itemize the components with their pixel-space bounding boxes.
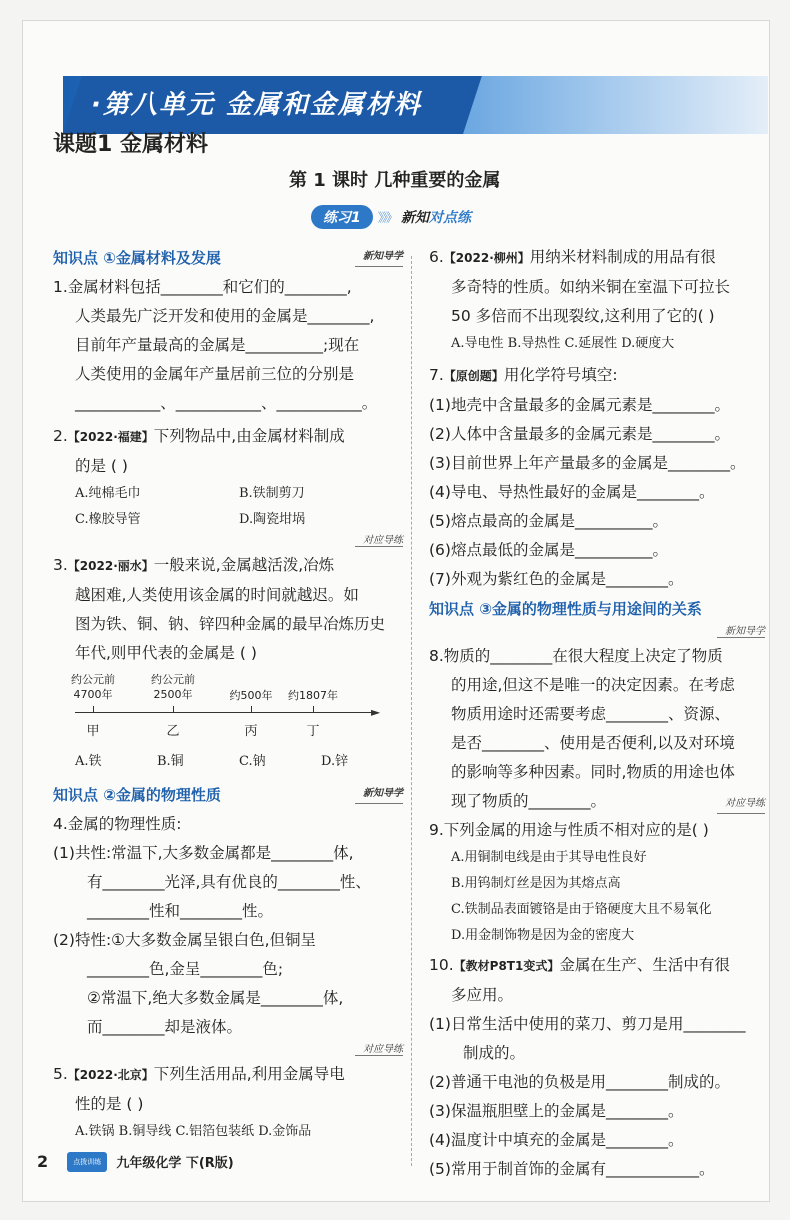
timeline-label: 丁 <box>306 724 320 739</box>
q2-options-row <box>53 507 403 533</box>
timeline-date: 约公元前 2500年 <box>151 673 195 701</box>
q10-number: 10. <box>429 956 454 974</box>
question-10 <box>429 951 765 1184</box>
kp2-title: 知识点 ②金属的物理性质 <box>53 786 221 804</box>
match-guide-label: 对应导练 <box>355 1044 403 1056</box>
question-3 <box>53 551 403 776</box>
arrows-icon: 》》》 <box>377 210 396 225</box>
period-title: 第 1 课时 几种重要的金属 <box>289 170 501 191</box>
q3-text: 一般来说,金属越活泼,冶炼 <box>153 556 335 574</box>
q7-line: (6)熔点最低的金属是__________。 <box>429 541 668 559</box>
q5-tail: 性的是 ( ) <box>75 1095 144 1113</box>
q8-line: 8.物质的________在很大程度上决定了物质 <box>429 647 723 665</box>
q6-number: 6. <box>429 248 444 266</box>
q4-line: 有________光泽,具有优良的________性、 <box>87 873 371 891</box>
knowledge-point-3 <box>429 594 765 624</box>
q7-line: (7)外观为紫红色的金属是________。 <box>429 570 684 588</box>
publisher-logo: 点拨训练 <box>67 1152 107 1172</box>
q6-source: 【2022·柳州】 <box>443 251 530 265</box>
q10-line: (4)温度计中填充的金属是________。 <box>429 1131 684 1149</box>
question-6 <box>429 243 765 357</box>
q7-line: (5)熔点最高的金属是__________。 <box>429 512 668 530</box>
q7-line: (2)人体中含量最多的金属元素是________。 <box>429 425 730 443</box>
kp1-title: 知识点 ①金属材料及发展 <box>53 249 221 267</box>
q1-line: 1.金属材料包括________和它们的________, <box>53 278 352 296</box>
q1-line: 人类最先广泛开发和使用的金属是________, <box>75 307 375 325</box>
match-guide-label: 对应导练 <box>717 795 765 814</box>
q4-line: ________性和________性。 <box>87 902 274 920</box>
q7-stem <box>429 361 765 391</box>
q5-number: 5. <box>53 1065 68 1083</box>
q7-number: 7. <box>429 366 444 384</box>
lesson-title: 课题1 金属材料 <box>53 132 208 157</box>
practice-sub-a: 新知 <box>400 210 429 226</box>
q7-text: 用化学符号填空: <box>503 366 618 384</box>
q3-option-d: D.锌 <box>321 754 349 769</box>
arrow-right-icon: ► <box>371 705 381 719</box>
q1-line: 人类使用的金属年产量居前三位的分别是 <box>75 365 355 383</box>
q4-line: ②常温下,绝大多数金属是________体, <box>87 989 344 1007</box>
q10-line: (3)保温瓶胆壁上的金属是________。 <box>429 1102 684 1120</box>
question-5 <box>53 1060 403 1145</box>
q3-options-row <box>53 748 403 776</box>
timeline-date: 约500年 <box>229 689 273 702</box>
q10-line: (1)日常生活中使用的菜刀、剪刀是用________ <box>429 1015 746 1033</box>
practice-subtitle <box>401 210 471 226</box>
q10-line: 制成的。 <box>463 1044 526 1062</box>
q9-option-a: A.用铜制电线是由于其导电性良好 <box>451 850 647 865</box>
q7-line: (1)地壳中含量最多的金属元素是________。 <box>429 396 730 414</box>
q2-options-row <box>53 481 403 507</box>
q6-line: 多奇特的性质。如纳米铜在室温下可拉长 <box>451 278 731 296</box>
timeline-axis <box>75 712 375 713</box>
left-column <box>53 243 403 1145</box>
q2-option-c: C.橡胶导管 <box>75 512 141 527</box>
match-guide-row <box>53 533 403 551</box>
question-9 <box>429 816 765 949</box>
q4-line: (2)特性:①大多数金属呈银白色,但铜呈 <box>53 931 317 949</box>
q3-source: 【2022·丽水】 <box>67 559 154 573</box>
q6-options: A.导电性 B.导热性 C.延展性 D.硬度大 <box>451 336 675 351</box>
q3-option-c: C.钠 <box>239 754 266 769</box>
timeline-label: 丙 <box>244 724 258 739</box>
q8-line: 的影响等多种因素。同时,物质的用途也体 <box>451 763 735 781</box>
question-4 <box>53 810 403 1060</box>
q8-line <box>429 787 765 816</box>
timeline-label: 甲 <box>86 724 100 739</box>
q2-text: 下列物品中,由金属材料制成 <box>153 427 345 445</box>
q1-line: 目前年产量最高的金属是__________;现在 <box>75 336 360 354</box>
book-title: 九年级化学 下(R版) <box>116 1156 234 1171</box>
practice-tag: 练习1 <box>311 205 373 229</box>
q3-line: 年代,则甲代表的金属是 ( ) <box>75 644 257 662</box>
practice-header <box>311 205 471 229</box>
q6-stem <box>429 243 765 273</box>
q10-line: 多应用。 <box>451 986 514 1004</box>
q8-last-text: 现了物质的________。 <box>451 792 607 810</box>
q5-options: A.铁锅 B.铜导线 C.铝箔包装纸 D.金饰品 <box>75 1124 312 1139</box>
q3-number: 3. <box>53 556 68 574</box>
q10-source: 【教材P8T1变式】 <box>453 959 560 973</box>
timeline-tick <box>173 706 174 712</box>
new-guide-label: 新知导学 <box>355 785 403 804</box>
q7-source: 【原创题】 <box>443 369 504 383</box>
q4-line: (1)共性:常温下,大多数金属都是________体, <box>53 844 354 862</box>
q3-line: 越困难,人类使用该金属的时间就越迟。如 <box>75 586 359 604</box>
q9-stem: 9.下列金属的用途与性质不相对应的是( ) <box>429 821 709 839</box>
q7-line: (3)目前世界上年产量最多的金属是________。 <box>429 454 746 472</box>
q10-line: (5)常用于制首饰的金属有____________。 <box>429 1160 715 1178</box>
q2-option-a: A.纯棉毛巾 <box>75 486 141 501</box>
q6-line: 50 多倍而不出现裂纹,这利用了它的( ) <box>451 307 715 325</box>
q9-option-d: D.用金制饰物是因为金的密度大 <box>451 928 635 943</box>
smelting-timeline <box>71 672 395 744</box>
q4-line: 而________却是液体。 <box>87 1018 243 1036</box>
right-column <box>429 243 765 1184</box>
q10-line: (2)普通干电池的负极是用________制成的。 <box>429 1073 730 1091</box>
question-8 <box>429 642 765 816</box>
q2-tail: 的是 ( ) <box>75 457 128 475</box>
knowledge-point-1 <box>53 243 403 273</box>
q1-line: ___________、___________、___________。 <box>75 394 378 412</box>
match-guide-row <box>53 1042 403 1060</box>
q4-line: ________色,金呈________色; <box>87 960 284 978</box>
q9-option-c: C.铁制品表面镀铬是由于铬硬度大且不易氧化 <box>451 902 712 917</box>
q5-stem <box>53 1060 403 1090</box>
q2-source: 【2022·福建】 <box>67 430 154 444</box>
q8-line: 物质用途时还需要考虑________、资源、 <box>451 705 731 723</box>
knowledge-point-2 <box>53 780 403 810</box>
q7-line: (4)导电、导热性最好的金属是________。 <box>429 483 715 501</box>
q3-stem <box>53 551 403 581</box>
new-guide-label: 新知导学 <box>717 626 765 638</box>
q2-option-b: B.铁制剪刀 <box>239 486 305 501</box>
q3-line: 图为铁、铜、钠、锌四种金属的最早冶炼历史 <box>75 615 386 633</box>
q10-text: 金属在生产、生活中有很 <box>559 956 730 974</box>
q2-number: 2. <box>53 427 68 445</box>
new-guide-row <box>429 624 765 642</box>
q4-line: 4.金属的物理性质: <box>53 815 182 833</box>
timeline-tick <box>251 706 252 712</box>
page-footer <box>37 1151 234 1177</box>
q3-option-a: A.铁 <box>75 754 102 769</box>
q10-stem <box>429 951 765 981</box>
unit-title: ·第八单元 金属和金属材料 <box>91 90 422 120</box>
q8-line: 是否________、使用是否便利,以及对环境 <box>451 734 735 752</box>
timeline-tick <box>93 706 94 712</box>
timeline-label: 乙 <box>166 724 180 739</box>
new-guide-label: 新知导学 <box>355 248 403 267</box>
q3-option-b: B.铜 <box>157 754 184 769</box>
page-number: 2 <box>37 1152 49 1171</box>
question-2 <box>53 422 403 551</box>
question-1 <box>53 273 403 418</box>
q9-option-b: B.用钨制灯丝是因为其熔点高 <box>451 876 621 891</box>
match-guide-label: 对应导练 <box>355 535 403 547</box>
q6-text: 用纳米材料制成的用品有很 <box>529 248 716 266</box>
timeline-date: 约公元前 4700年 <box>71 673 115 701</box>
q2-stem <box>53 422 403 452</box>
timeline-tick <box>313 706 314 712</box>
practice-sub-b: 对点练 <box>428 210 471 226</box>
q5-source: 【2022·北京】 <box>67 1068 154 1082</box>
unit-banner <box>63 76 768 134</box>
textbook-page <box>22 20 770 1202</box>
kp3-title: 知识点 ③金属的物理性质与用途间的关系 <box>429 600 702 618</box>
q5-text: 下列生活用品,利用金属导电 <box>153 1065 345 1083</box>
timeline-date: 约1807年 <box>288 689 338 702</box>
q2-option-d: D.陶瓷坩埚 <box>239 512 306 527</box>
column-divider <box>411 256 412 1166</box>
q8-line: 的用途,但这不是唯一的决定因素。在考虑 <box>451 676 735 694</box>
question-7 <box>429 361 765 594</box>
